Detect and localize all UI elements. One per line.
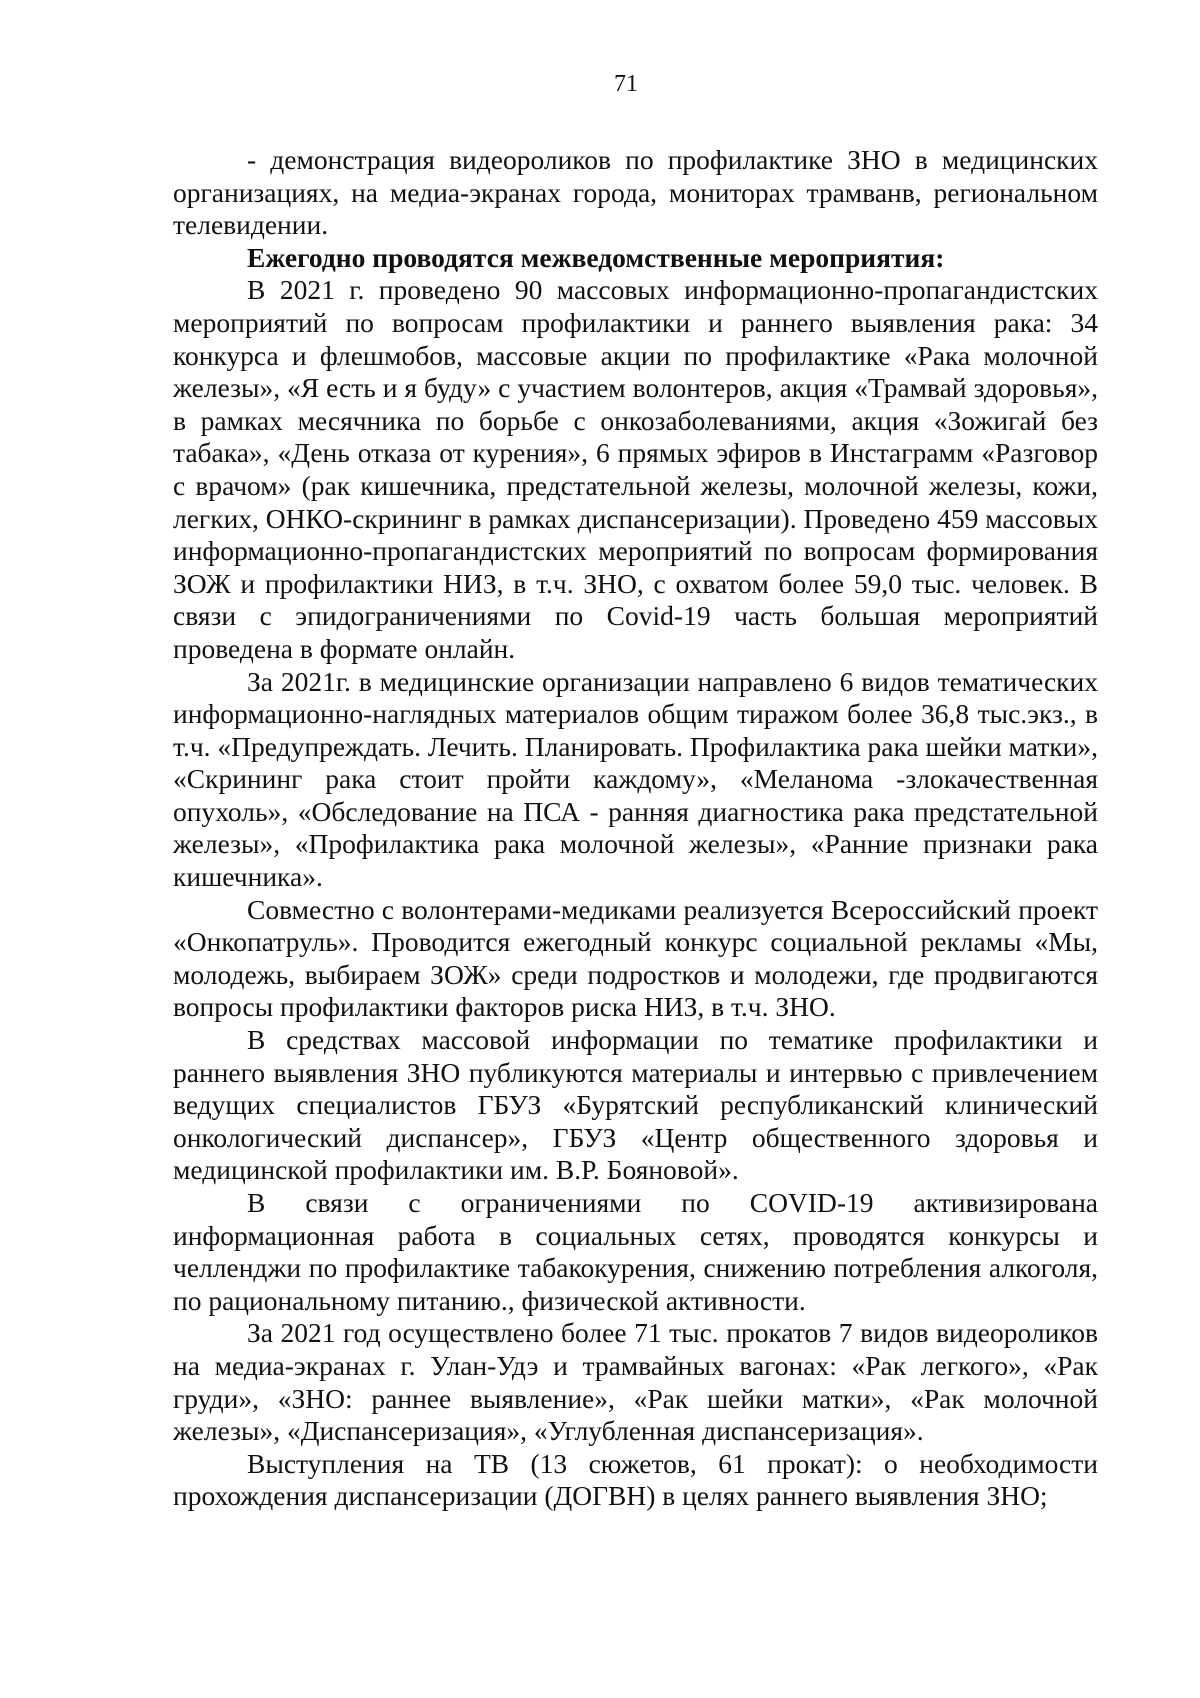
paragraph-mass-events-2021: В 2021 г. проведено 90 массовых информационно-пропагандистских мероприятий по вопросам профилактики и раннего выявления рака: 34 конкурса и флешмобов, массовые акции по профилактике «Рака молочной железы», «Я есть и я буду» с участием волонтеров, акция «Трамвай здоровья», в рамках месячника по борьбе с онкозаболеваниями, акция «Зожигай без табака», «День отказа от курения», 6 прямых эфиров в Инстаграмм «Разговор с врачом» (рак кишечника, предстательной железы, молочной железы, кожи, легких, ОНКО-скрининг в рамках диспансеризации). Проведено 459 массовых информационно-пропагандистских мероприятий по вопросам формирования ЗОЖ и профилактики НИЗ, в т.ч. ЗНО, с охватом более 59,0 тыс. человек. В связи с эпидограничениями по Covid-19 часть большая мероприятий проведена в формате онлайн. xyxy=(173,274,1098,664)
paragraph-mass-media: В средствах массовой информации по тематике профилактики и раннего выявления ЗНО публикуются материалы и интервью с привлечением ведущих специалистов ГБУЗ «Бурятский республиканский клинический онкологический диспансер», ГБУЗ «Центр общественного здоровья и медицинской профилактики им. В.Р. Бояновой». xyxy=(173,1024,1098,1186)
page-number: 71 xyxy=(614,71,638,97)
paragraph-visual-materials: За 2021г. в медицинские организации направлено 6 видов тематических информационно-наглядных материалов общим тиражом более 36,8 тыс.экз., в т.ч. «Предупреждать. Лечить. Планировать. Профилактика рака шейки матки», «Скрининг рака стоит пройти каждому», «Меланома -злокачественная опухоль», «Обследование на ПСА - ранняя диагностика рака предстательной железы», «Профилактика рака молочной железы», «Ранние признаки рака кишечника». xyxy=(173,665,1098,893)
document-body xyxy=(173,144,1098,1513)
paragraph-heading-annual-events: Ежегодно проводятся межведомственные мероприятия: xyxy=(247,241,945,273)
paragraph-video-screenings: За 2021 год осуществлено более 71 тыс. прокатов 7 видов видеороликов на медиа-экранах г. Улан-Удэ и трамвайных вагонах: «Рак легкого», «Рак груди», «ЗНО: раннее выявление», «Рак шейки матки», «Рак молочной железы», «Диспансеризация», «Углубленная диспансеризация». xyxy=(173,1317,1098,1447)
paragraph-tv-appearances: Выступления на ТВ (13 сюжетов, 61 прокат): о необходимости прохождения диспансеризации (ДОГВН) в целях раннего выявления ЗНО; xyxy=(173,1447,1098,1512)
paragraph-social-networks: В связи с ограничениями по COVID-19 активизирована информационная работа в социальных сетях, проводятся конкурсы и челленджи по профилактике табакокурения, снижению потребления алкоголя, по рациональному питанию., физической активности. xyxy=(173,1187,1098,1316)
paragraph-video-demonstration: - демонстрация видеороликов по профилактике ЗНО в медицинских организациях, на медиа-экранах города, мониторах трамванв, региональном телевидении. xyxy=(173,144,1098,241)
paragraph-volunteers-project: Совместно с волонтерами-медиками реализуется Всероссийский проект «Онкопатруль». Проводится ежегодный конкурс социальной рекламы «Мы, молодежь, выбираем ЗОЖ» среди подростков и молодежи, где продвигаются вопросы профилактики факторов риска НИЗ, в т.ч. ЗНО. xyxy=(173,893,1098,1023)
